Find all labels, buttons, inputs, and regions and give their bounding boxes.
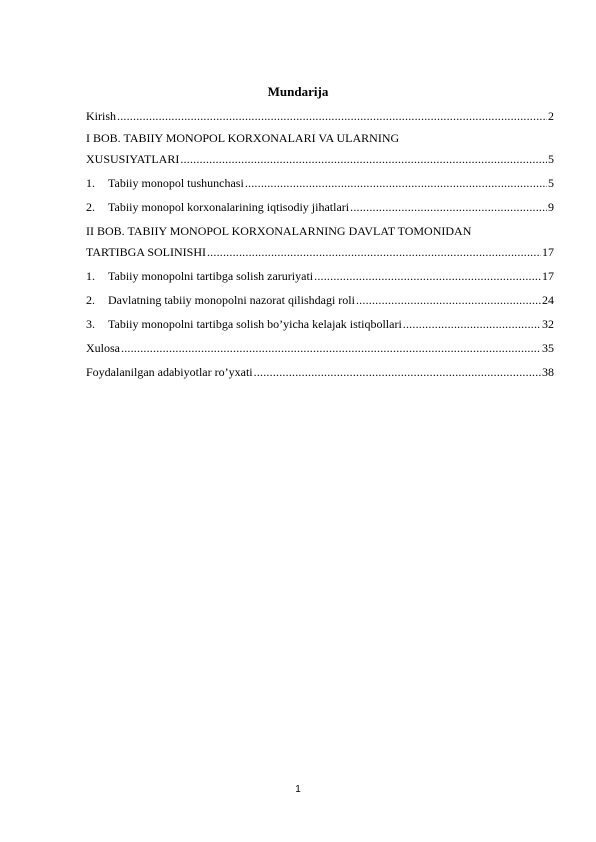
toc-entry-label: XUSUSIYATLARI [86, 152, 180, 166]
toc-entry-label: Tabiiy monopol tushunchasi [108, 176, 244, 190]
table-of-contents [86, 106, 554, 382]
toc-heading-line: II BOB. TABIIY MONOPOL KORXONALARNING DAVLAT TOMONIDAN [86, 224, 472, 238]
dot-leader [314, 266, 541, 286]
dot-leader [254, 362, 541, 382]
toc-entry-number: 2. [86, 293, 95, 307]
dot-leader [350, 197, 547, 217]
dot-leader [117, 106, 547, 126]
toc-entry-number: 1. [86, 176, 95, 190]
toc-entry-references[interactable] [86, 362, 554, 382]
toc-entry-page: 2 [548, 109, 554, 123]
dot-leader [121, 338, 541, 358]
dot-leader [356, 290, 541, 310]
dot-leader [245, 173, 547, 193]
toc-entry-chapter-1[interactable] [86, 149, 554, 169]
toc-entry-label: Tabiiy monopolni tartibga solish bo’yicha kelajak istiqbollari [108, 317, 402, 331]
toc-entry-label: Davlatning tabiiy monopolni nazorat qilishdagi roli [108, 293, 355, 307]
dot-leader [180, 149, 547, 169]
toc-entry-page: 24 [542, 293, 554, 307]
toc-entry-page: 5 [548, 152, 554, 166]
toc-entry-section[interactable] [86, 197, 554, 217]
toc-entry-chapter-2[interactable] [86, 242, 554, 262]
toc-entry-label: Tabiiy monopolni tartibga solish zaruriyati [108, 269, 314, 283]
toc-entry-number: 2. [86, 200, 95, 214]
toc-entry-section[interactable] [86, 314, 554, 334]
toc-entry-xulosa[interactable] [86, 338, 554, 358]
toc-entry-page: 32 [542, 317, 554, 331]
toc-entry-page: 35 [542, 341, 554, 355]
toc-entry-page: 17 [542, 245, 554, 259]
toc-entry-label: TARTIBGA SOLINISHI [86, 245, 206, 259]
dot-leader [207, 242, 541, 262]
toc-entry-page: 17 [542, 269, 554, 283]
page-number: 1 [295, 784, 301, 795]
toc-entry-section[interactable] [86, 290, 554, 310]
toc-entry-label: Foydalanilgan adabiyotlar ro’yxati [86, 365, 253, 379]
toc-entry-number: 3. [86, 317, 95, 331]
toc-entry-label: Kirish [86, 109, 116, 123]
toc-entry-section[interactable] [86, 266, 554, 286]
toc-title: Mundarija [267, 84, 329, 99]
toc-entry-page: 5 [548, 176, 554, 190]
toc-entry-page: 38 [542, 365, 554, 379]
dot-leader [403, 314, 541, 334]
toc-heading-line: I BOB. TABIIY MONOPOL KORXONALARI VA ULARNING [86, 131, 400, 145]
toc-entry-page: 9 [548, 200, 554, 214]
toc-entry-label: Xulosa [86, 341, 120, 355]
toc-entry-kirish[interactable] [86, 106, 554, 126]
toc-entry-number: 1. [86, 269, 95, 283]
toc-entry-section[interactable] [86, 173, 554, 193]
toc-entry-label: Tabiiy monopol korxonalarining iqtisodiy jihatlari [108, 200, 350, 214]
